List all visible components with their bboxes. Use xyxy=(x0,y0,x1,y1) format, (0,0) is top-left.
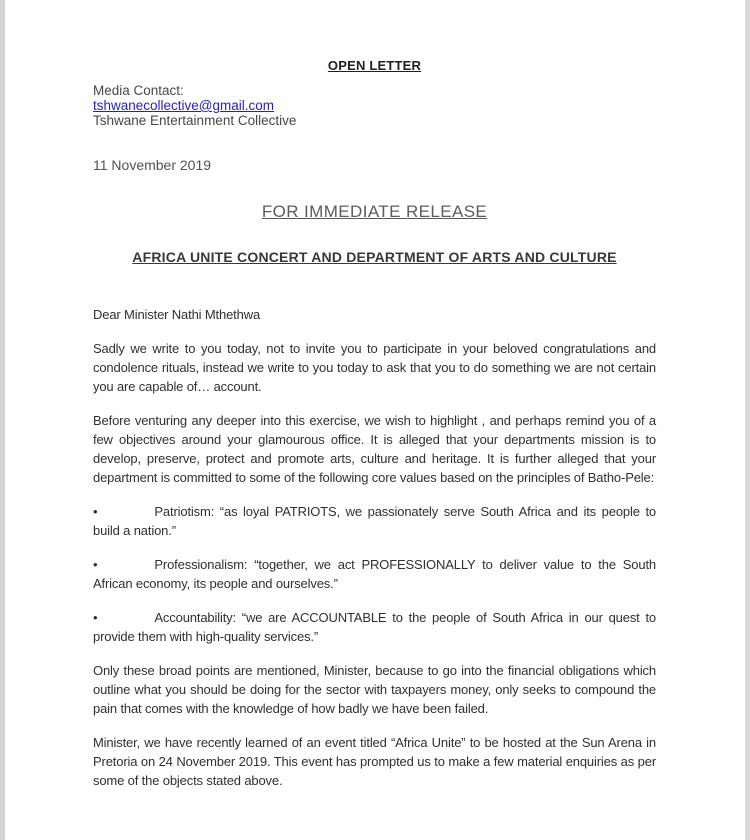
bullet-item-patriotism xyxy=(93,502,656,540)
media-contact-block xyxy=(93,83,656,128)
letter-date: 11 November 2019 xyxy=(93,157,212,173)
salutation: Dear Minister Nathi Mthethwa xyxy=(93,307,261,322)
paragraph-broad-points: Only these broad points are mentioned, Minister, because to go into the financial obligations which outline what you should be doing for the sector with taxpayers money, only seeks to compound the pain that comes with the knowledge of how badly we have been failed. xyxy=(93,663,656,716)
email-link[interactable]: tshwanecollective@gmail.com xyxy=(93,98,275,113)
bullet-item-professionalism xyxy=(93,555,656,593)
page-edge-left xyxy=(0,0,5,840)
letter-headline: AFRICA UNITE CONCERT AND DEPARTMENT OF ARTS AND CULTURE xyxy=(132,249,617,265)
bullet-text: Patriotism: “as loyal PATRIOTS, we passionately serve South Africa and its people to build a nation.” xyxy=(93,504,656,538)
paragraph-objectives: Before venturing any deeper into this exercise, we wish to highlight , and perhaps remind you of a few objectives around your glamourous office. It is alleged that your departments mission is to develop, preserve, protect and promote arts, culture and heritage. It is further alleged that your department is committed to some of the following core values based on the principles of Batho-Pele: xyxy=(93,413,656,485)
document-title: OPEN LETTER xyxy=(327,58,422,73)
bullet-text: Professionalism: “together, we act PROFESSIONALLY to deliver value to the South African economy, its people and ourselves.” xyxy=(93,557,656,591)
bullet-icon: • xyxy=(93,610,98,625)
media-contact-label: Media Contact: xyxy=(93,83,184,98)
paragraph-africa-unite-event: Minister, we have recently learned of an event titled “Africa Unite” to be hosted at the Sun Arena in Pretoria on 24 November 2019. This event has prompted us to make a few material enquiries as per some of the objects stated above. xyxy=(93,735,656,788)
page-edge-right xyxy=(745,0,750,840)
letter-content xyxy=(93,58,656,790)
paragraph-intro: Sadly we write to you today, not to invite you to participate in your beloved congratulations and condolence rituals, instead we write to you today to ask that you to do something we are not certain you are capable of… account. xyxy=(93,341,656,394)
bullet-icon: • xyxy=(93,557,98,572)
bullet-icon: • xyxy=(93,504,98,519)
organization-name: Tshwane Entertainment Collective xyxy=(93,113,297,128)
bullet-text: Accountability: “we are ACCOUNTABLE to the people of South Africa in our quest to provide them with high-quality services.” xyxy=(93,610,656,644)
release-line: FOR IMMEDIATE RELEASE xyxy=(261,202,488,221)
bullet-item-accountability xyxy=(93,608,656,646)
